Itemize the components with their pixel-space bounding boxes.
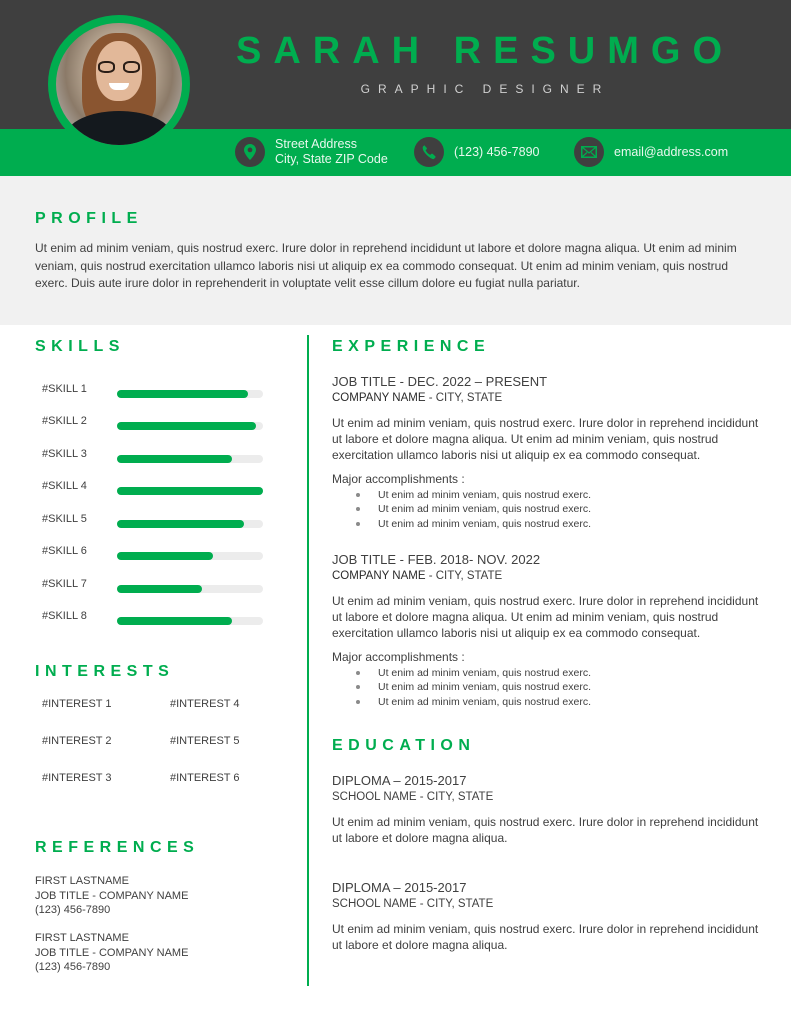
education-description: Ut enim ad minim veniam, quis nostrud exerc. Irure dolor in reprehend incididunt ut labore et dolore magna aliqua. xyxy=(332,922,759,953)
profile-heading: PROFILE xyxy=(35,210,143,227)
education-heading: EDUCATION xyxy=(332,737,476,754)
skill-item xyxy=(42,513,272,527)
accomplishment-item: Ut enim ad minim veniam, quis nostrud exerc. xyxy=(332,666,762,681)
map-pin-icon xyxy=(235,137,265,167)
skill-bar xyxy=(117,617,263,625)
phone-number: (123) 456-7890 xyxy=(454,144,540,159)
company-location: - CITY, STATE xyxy=(425,570,503,582)
skill-label: #SKILL 8 xyxy=(42,610,87,622)
job-entry xyxy=(332,552,762,710)
accomplishments-list xyxy=(332,666,762,710)
diploma-heading: DIPLOMA – 2015-2017 xyxy=(332,880,467,895)
accomplishment-item: Ut enim ad minim veniam, quis nostrud exerc. xyxy=(332,488,762,503)
column-divider xyxy=(307,335,309,986)
accomplishments-label: Major accomplishments : xyxy=(332,471,465,486)
skill-bar xyxy=(117,552,263,560)
skill-label: #SKILL 2 xyxy=(42,415,87,427)
job-entry xyxy=(332,374,762,532)
email-address: email@address.com xyxy=(614,144,729,159)
interest-item: #INTEREST 1 xyxy=(42,698,112,710)
skill-label: #SKILL 5 xyxy=(42,513,87,525)
accomplishment-item: Ut enim ad minim veniam, quis nostrud exerc. xyxy=(332,695,762,710)
reference-job: JOB TITLE - COMPANY NAME xyxy=(35,946,189,959)
job-heading: JOB TITLE - FEB. 2018- NOV. 2022 xyxy=(332,552,541,567)
contact-address xyxy=(235,137,388,167)
skill-bar xyxy=(117,487,263,495)
contact-email xyxy=(574,137,728,167)
skill-label: #SKILL 1 xyxy=(42,383,87,395)
skill-item xyxy=(42,480,272,494)
skill-item xyxy=(42,383,272,397)
profile-section xyxy=(0,176,791,325)
profile-photo xyxy=(56,23,182,145)
profile-summary: Ut enim ad minim veniam, quis nostrud exerc. Irure dolor in reprehend incididunt ut labore et dolore magna aliqua. Ut enim ad minim veniam, quis nostrud exercitation ullamco laboris nisi ut aliquip ex ea commodo consequat. Ut enim ad minim veniam, quis nostrud exerc. Duis aute irure dolor in reprehenderit in voluptate velit esse cillum dolore eu fugiat nulla pariatur. xyxy=(35,241,737,290)
accomplishment-item: Ut enim ad minim veniam, quis nostrud exerc. xyxy=(332,502,762,517)
accomplishments-label: Major accomplishments : xyxy=(332,649,465,664)
skill-item xyxy=(42,415,272,429)
experience-heading: EXPERIENCE xyxy=(332,338,491,355)
company-name: COMPANY NAME xyxy=(332,570,426,582)
education-description: Ut enim ad minim veniam, quis nostrud exerc. Irure dolor in reprehend incididunt ut labore et dolore magna aliqua. xyxy=(332,815,759,846)
phone-icon xyxy=(414,137,444,167)
skill-bar xyxy=(117,455,263,463)
company-name: COMPANY NAME xyxy=(332,392,426,404)
interest-item: #INTEREST 6 xyxy=(170,772,240,784)
reference-name: FIRST LASTNAME xyxy=(35,932,129,944)
interest-item: #INTEREST 2 xyxy=(42,735,112,747)
address-line-2: City, State ZIP Code xyxy=(275,152,388,166)
references-heading: REFERENCES xyxy=(35,839,200,856)
reference-item xyxy=(35,874,188,918)
skill-label: #SKILL 7 xyxy=(42,578,87,590)
reference-item xyxy=(35,931,188,975)
skill-item xyxy=(42,610,272,624)
skill-label: #SKILL 4 xyxy=(42,480,87,492)
candidate-title: GRAPHIC DESIGNER xyxy=(360,82,610,96)
interest-item: #INTEREST 3 xyxy=(42,772,112,784)
company-location: - CITY, STATE xyxy=(425,392,503,404)
school-line: SCHOOL NAME - CITY, STATE xyxy=(332,898,494,910)
candidate-name: SARAH RESUMGO xyxy=(235,30,735,72)
education-entry xyxy=(332,880,762,953)
skill-label: #SKILL 3 xyxy=(42,448,87,460)
skill-item xyxy=(42,545,272,559)
skills-heading: SKILLS xyxy=(35,338,125,355)
address-line-1: Street Address xyxy=(275,137,357,151)
job-description: Ut enim ad minim veniam, quis nostrud exerc. Irure dolor in reprehend incididunt ut labore et dolore magna aliqua. Ut enim ad minim veniam, quis nostrud exercitation ullamco laboris nisi ut aliquip ex ea commodo consequat. xyxy=(332,594,759,641)
education-entry xyxy=(332,773,762,846)
contact-phone xyxy=(414,137,539,167)
job-description: Ut enim ad minim veniam, quis nostrud exerc. Irure dolor in reprehend incididunt ut labore et dolore magna aliqua. Ut enim ad minim veniam, quis nostrud exercitation ullamco laboris nisi ut aliquip ex ea commodo consequat. xyxy=(332,416,759,463)
diploma-heading: DIPLOMA – 2015-2017 xyxy=(332,773,467,788)
accomplishments-list xyxy=(332,488,762,532)
interest-item: #INTEREST 5 xyxy=(170,735,240,747)
accomplishment-item: Ut enim ad minim veniam, quis nostrud exerc. xyxy=(332,680,762,695)
skill-item xyxy=(42,448,272,462)
job-company-line xyxy=(332,390,762,406)
school-line: SCHOOL NAME - CITY, STATE xyxy=(332,791,494,803)
skill-bar xyxy=(117,520,263,528)
skill-bar xyxy=(117,422,263,430)
reference-name: FIRST LASTNAME xyxy=(35,875,129,887)
skill-item xyxy=(42,578,272,592)
envelope-icon xyxy=(574,137,604,167)
skill-bar xyxy=(117,585,263,593)
job-heading: JOB TITLE - DEC. 2022 – PRESENT xyxy=(332,374,548,389)
interests-heading: INTERESTS xyxy=(35,663,175,680)
job-company-line xyxy=(332,568,762,584)
accomplishment-item: Ut enim ad minim veniam, quis nostrud exerc. xyxy=(332,517,762,532)
reference-phone: (123) 456-7890 xyxy=(35,961,111,973)
reference-job: JOB TITLE - COMPANY NAME xyxy=(35,889,189,902)
interest-item: #INTEREST 4 xyxy=(170,698,240,710)
skill-bar xyxy=(117,390,263,398)
skill-label: #SKILL 6 xyxy=(42,545,87,557)
profile-photo-frame xyxy=(48,15,190,153)
reference-phone: (123) 456-7890 xyxy=(35,904,111,916)
